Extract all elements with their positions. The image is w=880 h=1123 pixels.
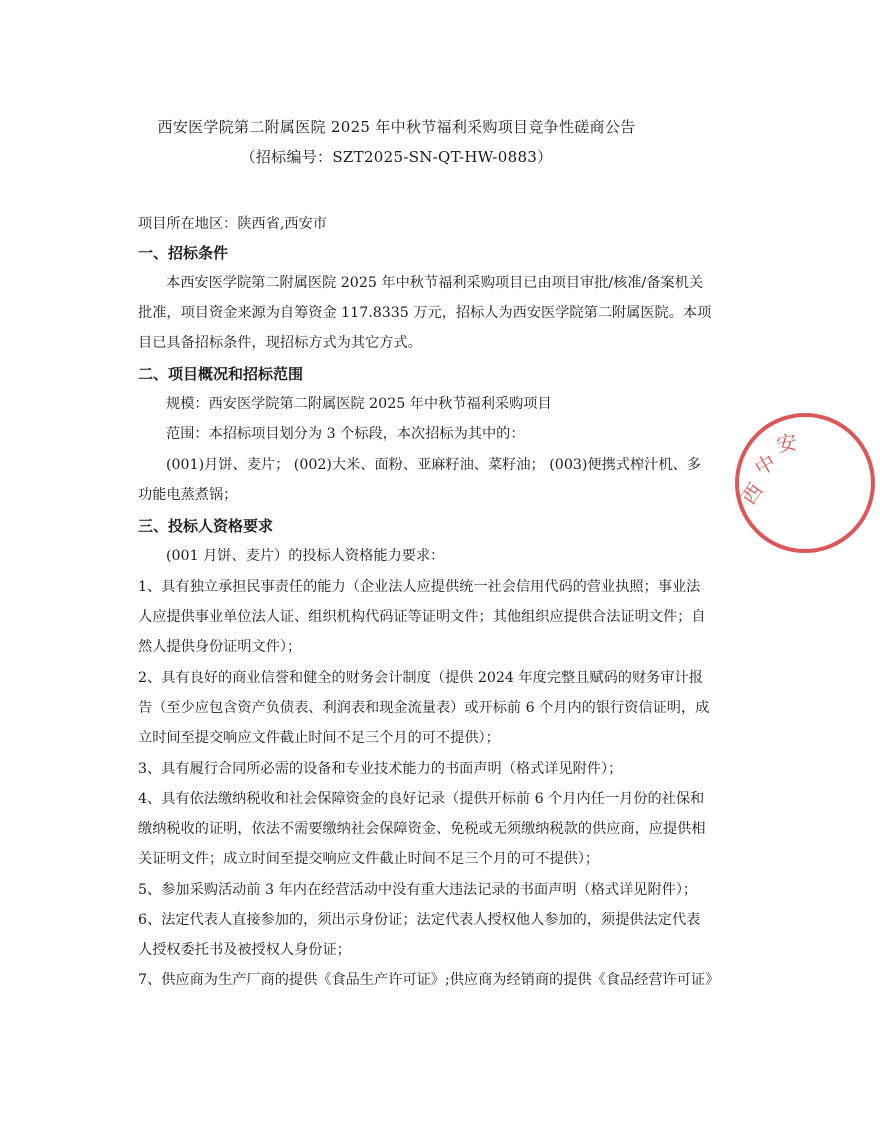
paragraph-line: 范围：本招标项目划分为 3 个标段，本次招标为其中的： (166, 426, 525, 442)
paragraph-line: 关证明文件；成立时间至提交响应文件截止时间不足三个月的可不提供）； (138, 851, 600, 867)
paragraph-line: 5、参加采购活动前 3 年内在经营活动中没有重大违法记录的书面声明（格式详见附件）； (138, 882, 698, 898)
paragraph-line: 1、具有独立承担民事责任的能力（企业法人应提供统一社会信用代码的营业执照；事业法 (138, 579, 701, 595)
paragraph-line: 缴纳税收的证明，依法不需要缴纳社会保障资金、免税或无须缴纳税款的供应商，应提供相 (138, 821, 706, 837)
paragraph-line: 2、具有良好的商业信誉和健全的财务会计制度（提供 2024 年度完整且赋码的财务审计报 (138, 670, 703, 686)
paragraph-line: 4、具有依法缴纳税收和社会保障资金的良好记录（提供开标前 6 个月内任一月份的社保和 (138, 791, 705, 807)
paragraph-line: 3、具有履行合同所必需的设备和专业技术能力的书面声明（格式详见附件）； (138, 761, 623, 777)
section-heading-project-overview: 二、项目概况和招标范围 (138, 365, 304, 383)
paragraph-line: (001)月饼、麦片； (002)大米、面粉、亚麻籽油、菜籽油； (003)便携式榨汁机、多 (166, 457, 701, 473)
project-region: 项目所在地区：陕西省,西安市 (138, 216, 327, 232)
section-heading-bidder-qualifications: 三、投标人资格要求 (138, 517, 274, 535)
section-heading-tender-conditions: 一、招标条件 (138, 244, 229, 262)
official-seal-stamp (730, 408, 880, 558)
paragraph-line: 批准，项目资金来源为自筹资金 117.8335 万元，招标人为西安医学院第二附属医院。本项 (138, 305, 712, 321)
paragraph-line: 规模：西安医学院第二附属医院 2025 年中秋节福利采购项目 (166, 396, 552, 412)
tender-number: （招标编号：SZT2025-SN-QT-HW-0883） (240, 148, 553, 166)
paragraph-line: 目已具备招标条件，现招标方式为其它方式。 (138, 335, 422, 351)
paragraph-line: 本西安医学院第二附属医院 2025 年中秋节福利采购项目已由项目审批/核准/备案机关 (166, 275, 704, 291)
paragraph-line: 然人提供身份证明文件）； (138, 639, 302, 655)
paragraph-line: 告（至少应包含资产负债表、利润表和现金流量表）或开标前 6 个月内的银行资信证明，成 (138, 700, 710, 716)
paragraph-line: 7、供应商为生产厂商的提供《食品生产许可证》;供应商为经销商的提供《食品经营许可证》 (138, 972, 720, 988)
document-title: 西安医学院第二附属医院 2025 年中秋节福利采购项目竞争性磋商公告 (157, 118, 636, 136)
paragraph-line: (001 月饼、麦片）的投标人资格能力要求： (166, 548, 445, 564)
paragraph-line: 人授权委托书及被授权人身份证； (138, 942, 351, 958)
paragraph-line: 立时间至提交响应文件截止时间不足三个月的可不提供）； (138, 730, 500, 746)
paragraph-line: 6、法定代表人直接参加的，须出示身份证；法定代表人授权他人参加的，须提供法定代表 (138, 912, 701, 928)
paragraph-line: 人应提供事业单位法人证、组织机构代码证等证明文件；其他组织应提供合法证明文件；自 (138, 609, 706, 625)
svg-text:中: 中 (750, 449, 780, 481)
paragraph-line: 功能电蒸煮锅； (138, 487, 238, 503)
svg-text:西: 西 (736, 478, 768, 509)
svg-text:安: 安 (774, 429, 799, 457)
